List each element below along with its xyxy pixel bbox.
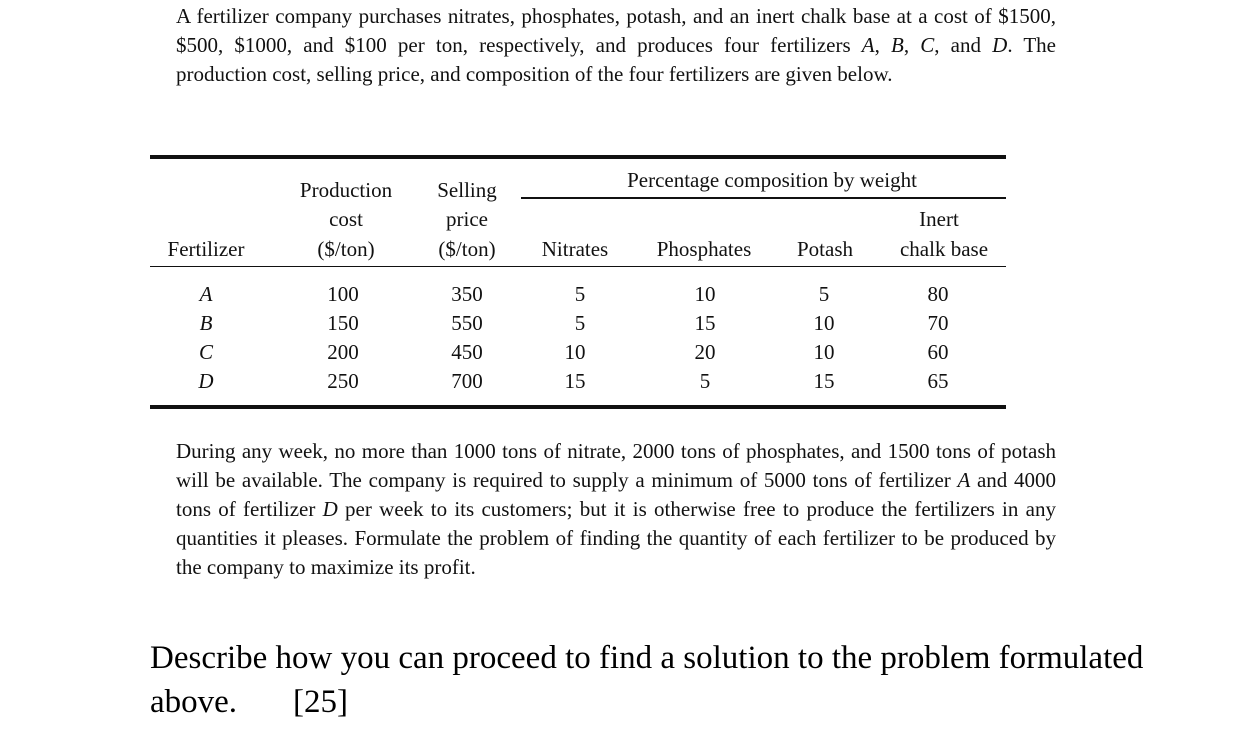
cell-inert-c: 60	[927, 340, 949, 364]
cell-selling-a: 350	[451, 282, 483, 306]
group-header: Percentage composition by weight	[627, 168, 917, 192]
constraints-text-2: and 4000 tons of fertilizer	[176, 468, 1056, 521]
cell-production-d: 250	[327, 369, 359, 393]
cell-inert-b: 70	[927, 311, 949, 335]
intro-sep-3: , and	[934, 33, 993, 57]
table-header-rule	[150, 266, 1006, 267]
header-selling-line2: price	[446, 207, 488, 231]
table-top-rule	[150, 155, 1006, 159]
cell-phosphates-d: 5	[699, 369, 711, 393]
intro-text-1: A fertilizer company purchases nitrates, phosphates, potash, and an inert chalk base at a cost of $1500, $500, $1000, and $100 per ton, respectively, and produces four fertilizers	[176, 4, 1056, 57]
header-inert-line2: chalk base	[899, 237, 989, 261]
header-fertilizer: Fertilizer	[167, 237, 245, 261]
intro-text-2: . The production cost, selling price, and composition of the four fertilizers are given below.	[176, 33, 1056, 86]
header-selling-line1: Selling	[437, 178, 497, 202]
cell-fertilizer-b: B	[199, 311, 213, 335]
cell-potash-a: 5	[818, 282, 830, 306]
cell-nitrates-a: 5	[574, 282, 586, 306]
cell-selling-d: 700	[451, 369, 483, 393]
cell-phosphates-c: 20	[694, 340, 716, 364]
header-inert-line1: Inert	[919, 207, 959, 231]
header-production-line1: Production	[299, 178, 393, 202]
constraints-paragraph	[176, 437, 1056, 582]
header-production-line2: cost	[329, 207, 363, 231]
fertilizer-table	[150, 155, 1006, 409]
cell-production-c: 200	[327, 340, 359, 364]
cell-fertilizer-d: D	[198, 369, 214, 393]
table-group-rule	[521, 197, 1006, 199]
intro-fertilizer-c: C	[920, 33, 935, 57]
question-marks: [25]	[293, 684, 349, 720]
intro-fertilizer-b: B	[891, 33, 904, 57]
cell-selling-c: 450	[451, 340, 483, 364]
cell-nitrates-c: 10	[564, 340, 586, 364]
cell-selling-b: 550	[451, 311, 483, 335]
cell-phosphates-a: 10	[694, 282, 716, 306]
question-prompt: Describe how you can proceed to find a solution to the problem formulated above.	[150, 640, 1144, 720]
intro-paragraph	[176, 2, 1056, 89]
cell-potash-c: 10	[813, 340, 835, 364]
header-selling-line3: ($/ton)	[438, 237, 496, 261]
question-text	[150, 636, 1150, 724]
constraints-fertilizer-d: D	[322, 497, 338, 521]
cell-phosphates-b: 15	[694, 311, 716, 335]
cell-fertilizer-c: C	[198, 340, 214, 364]
table-bottom-rule	[150, 405, 1006, 409]
intro-sep-1: ,	[874, 33, 892, 57]
cell-potash-b: 10	[813, 311, 835, 335]
cell-inert-d: 65	[927, 369, 949, 393]
intro-fertilizer-a: A	[861, 33, 875, 57]
header-phosphates: Phosphates	[656, 237, 752, 261]
header-production-line3: ($/ton)	[317, 237, 375, 261]
cell-inert-a: 80	[927, 282, 949, 306]
constraints-text-1: During any week, no more than 1000 tons of nitrate, 2000 tons of phosphates, and 1500 tons of potash will be available. The company is required to supply a minimum of 5000 tons of fertilizer	[176, 439, 1056, 492]
cell-potash-d: 15	[813, 369, 835, 393]
cell-production-a: 100	[327, 282, 359, 306]
cell-nitrates-d: 15	[564, 369, 586, 393]
intro-sep-2: ,	[903, 33, 921, 57]
constraints-fertilizer-a: A	[957, 468, 971, 492]
header-nitrates: Nitrates	[541, 237, 609, 261]
cell-nitrates-b: 5	[574, 311, 586, 335]
constraints-text-3: per week to its customers; but it is otherwise free to produce the fertilizers in any quantities it pleases. Formulate the problem of finding the quantity of each fertilizer to be produced by the company to maximize its profit.	[176, 497, 1056, 579]
header-potash: Potash	[796, 237, 854, 261]
intro-fertilizer-d: D	[992, 33, 1008, 57]
cell-production-b: 150	[327, 311, 359, 335]
cell-fertilizer-a: A	[199, 282, 213, 306]
